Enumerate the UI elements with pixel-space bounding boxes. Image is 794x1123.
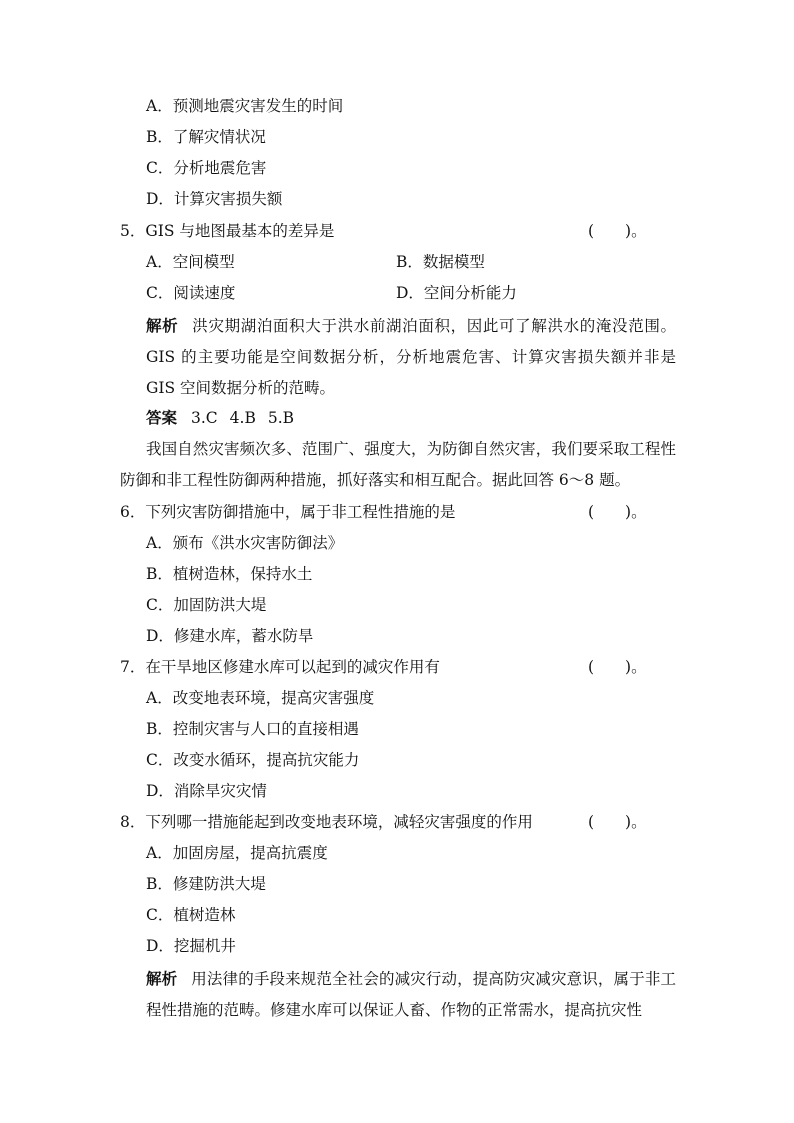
q4-option-a: A．预测地震灾害发生的时间 bbox=[146, 97, 344, 115]
q4-option-b: B．了解灾情状况 bbox=[146, 128, 266, 146]
q5-option-b: B．数据模型 bbox=[396, 253, 485, 271]
q4-option-d: D．计算灾害损失额 bbox=[146, 190, 283, 208]
q5-answer-blank: ( )。 bbox=[588, 222, 647, 240]
q6-option-d: D．修建水库，蓄水防旱 bbox=[146, 627, 314, 645]
q8-option-a: A．加固房屋，提高抗震度 bbox=[146, 844, 328, 862]
intro-paragraph: 我国自然灾害频次多、范围广、强度大，为防御自然灾害，我们要采取工程性防御和非工程性防御两种措施，抓好落实和相互配合。据此回答 6～8 题。 bbox=[120, 440, 676, 489]
q5-option-a: A．空间模型 bbox=[146, 253, 235, 271]
q6-option-c: C．加固防洪大堤 bbox=[146, 596, 267, 614]
q8-option-d: D．挖掘机井 bbox=[146, 937, 236, 955]
q5-stem: 5．GIS 与地图最基本的差异是 bbox=[120, 222, 335, 240]
q6-option-a: A．颁布《洪水灾害防御法》 bbox=[146, 534, 344, 552]
analysis-block-1 bbox=[146, 310, 676, 404]
q5-option-c: C．阅读速度 bbox=[146, 284, 236, 302]
answer-block bbox=[146, 408, 306, 428]
analysis-text: 用法律的手段来规范全社会的减灾行动，提高防灾减灾意识，属于非工程性措施的范畴。修建水库可以保证人畜、作物的正常需水，提高抗灾性 bbox=[146, 970, 676, 1019]
q5-option-d: D．空间分析能力 bbox=[396, 284, 517, 302]
analysis-label: 解析 bbox=[146, 969, 178, 988]
q7-option-d: D．消除旱灾灾情 bbox=[146, 782, 267, 800]
q6-option-b: B．植树造林，保持水土 bbox=[146, 565, 313, 583]
answer-item: 3.C bbox=[191, 409, 218, 427]
q7-option-b: B．控制灾害与人口的直接相遇 bbox=[146, 720, 359, 738]
analysis-label: 解析 bbox=[146, 316, 179, 335]
q8-answer-blank: ( )。 bbox=[588, 813, 647, 831]
q7-option-a: A．改变地表环境，提高灾害强度 bbox=[146, 689, 375, 707]
q7-stem: 7．在干旱地区修建水库可以起到的减灾作用有 bbox=[120, 658, 440, 676]
answer-item: 4.B bbox=[229, 409, 256, 427]
q7-option-c: C．改变水循环，提高抗灾能力 bbox=[146, 751, 360, 769]
q7-answer-blank: ( )。 bbox=[588, 658, 647, 676]
analysis-text: 洪灾期湖泊面积大于洪水前湖泊面积，因此可了解洪水的淹没范围。GIS 的主要功能是空间数据分析，分析地震危害、计算灾害损失额并非是 GIS 空间数据分析的范畴。 bbox=[146, 317, 676, 397]
q4-option-c: C．分析地震危害 bbox=[146, 159, 267, 177]
answer-label: 答案 bbox=[146, 408, 178, 427]
q6-answer-blank: ( )。 bbox=[588, 503, 647, 521]
analysis-block-2 bbox=[146, 963, 676, 1026]
q8-option-c: C．植树造林 bbox=[146, 906, 236, 924]
answer-item: 5.B bbox=[267, 409, 295, 427]
q6-stem: 6．下列灾害防御措施中，属于非工程性措施的是 bbox=[120, 503, 456, 521]
q8-stem: 8．下列哪一措施能起到改变地表环境，减轻灾害强度的作用 bbox=[120, 813, 533, 831]
q8-option-b: B．修建防洪大堤 bbox=[146, 875, 266, 893]
